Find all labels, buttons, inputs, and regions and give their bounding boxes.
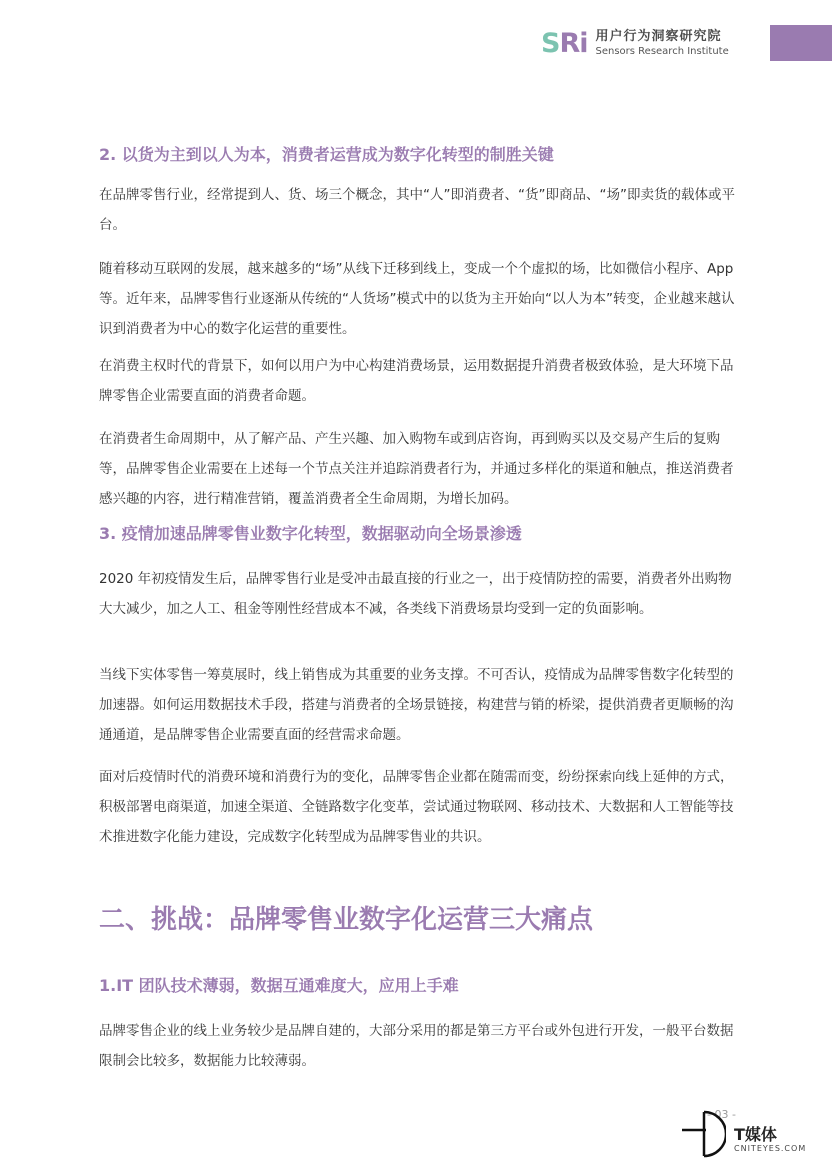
header-corner-bar — [770, 25, 832, 61]
section-3-paragraph-3: 面对后疫情时代的消费环境和消费行为的变化，品牌零售企业都在随需而变，纷纷探索向线上延伸的方式，积极部署电商渠道，加速全渠道、全链路数字化变革，尝试通过物联网、移动技术、大数据和人工智能等技术推进数字化能力建设，完成数字化转型成为品牌零售业的共识。 — [99, 769, 734, 845]
sri-logo-mark — [541, 27, 588, 59]
tmedia-name-cn: T媒体 — [734, 1125, 777, 1144]
tmedia-watermark — [682, 1108, 822, 1160]
section-2-paragraph-4: 在消费者生命周期中，从了解产品、产生兴趣、加入购物车或到店咨询，再到购买以及交易产生后的复购等，品牌零售企业需要在上述每一个节点关注并追踪消费者行为，并通过多样化的渠道和触点，推送消费者感兴趣的内容，进行精准营销，覆盖消费者全生命周期，为增长加码。 — [99, 431, 734, 507]
section-2-heading: 2. 以货为主到以人为本，消费者运营成为数字化转型的制胜关键 — [99, 145, 554, 164]
logo-text — [596, 29, 729, 58]
org-name-en: Sensors Research Institute — [595, 45, 729, 57]
section-3-paragraph-1: 2020 年初疫情发生后，品牌零售行业是受冲击最直接的行业之一，出于疫情防控的需要，消费者外出购物大大减少，加之人工、租金等刚性经营成本不减，各类线下消费场景均受到一定的负面影响。 — [99, 571, 732, 617]
logo-mark-s: S — [541, 27, 560, 59]
logo-mark-ri: Ri — [559, 27, 588, 59]
section-2-paragraph-1: 在品牌零售行业，经常提到人、货、场三个概念，其中“人”即消费者、“货”即商品、“场”即卖货的载体或平台。 — [99, 187, 735, 233]
chapter-2-section-1-paragraph-1: 品牌零售企业的线上业务较少是品牌自建的，大部分采用的都是第三方平台或外包进行开发，一般平台数据限制会比较多，数据能力比较薄弱。 — [99, 1023, 734, 1069]
tmedia-domain: CNITEYES.COM — [734, 1144, 807, 1153]
sri-logo — [541, 26, 729, 60]
section-2-paragraph-2: 随着移动互联网的发展，越来越多的“场”从线下迁移到线上，变成一个个虚拟的场，比如微信小程序、App 等。近年来，品牌零售行业逐渐从传统的“人货场”模式中的以货为主开始向“以人为本”转变，企业越来越认识到消费者为中心的数字化运营的重要性。 — [99, 261, 735, 337]
section-3-paragraph-2: 当线下实体零售一筹莫展时，线上销售成为其重要的业务支撑。不可否认，疫情成为品牌零售数字化转型的加速器。如何运用数据技术手段，搭建与消费者的全场景链接，构建营与销的桥梁，提供消费者更顺畅的沟通通道，是品牌零售企业需要直面的经营需求命题。 — [99, 667, 734, 743]
tmedia-logo-icon — [682, 1108, 726, 1158]
org-name-cn: 用户行为洞察研究院 — [595, 28, 722, 44]
section-2-paragraph-3: 在消费主权时代的背景下，如何以用户为中心构建消费场景，运用数据提升消费者极致体验，是大环境下品牌零售企业需要直面的消费者命题。 — [99, 358, 734, 404]
section-3-heading: 3. 疫情加速品牌零售业数字化转型，数据驱动向全场景渗透 — [99, 524, 522, 543]
chapter-2-heading: 二、挑战：品牌零售业数字化运营三大痛点 — [99, 905, 594, 935]
page-number: - 03 - — [707, 1108, 736, 1121]
chapter-2-section-1-heading: 1.IT 团队技术薄弱，数据互通难度大，应用上手难 — [99, 976, 459, 995]
